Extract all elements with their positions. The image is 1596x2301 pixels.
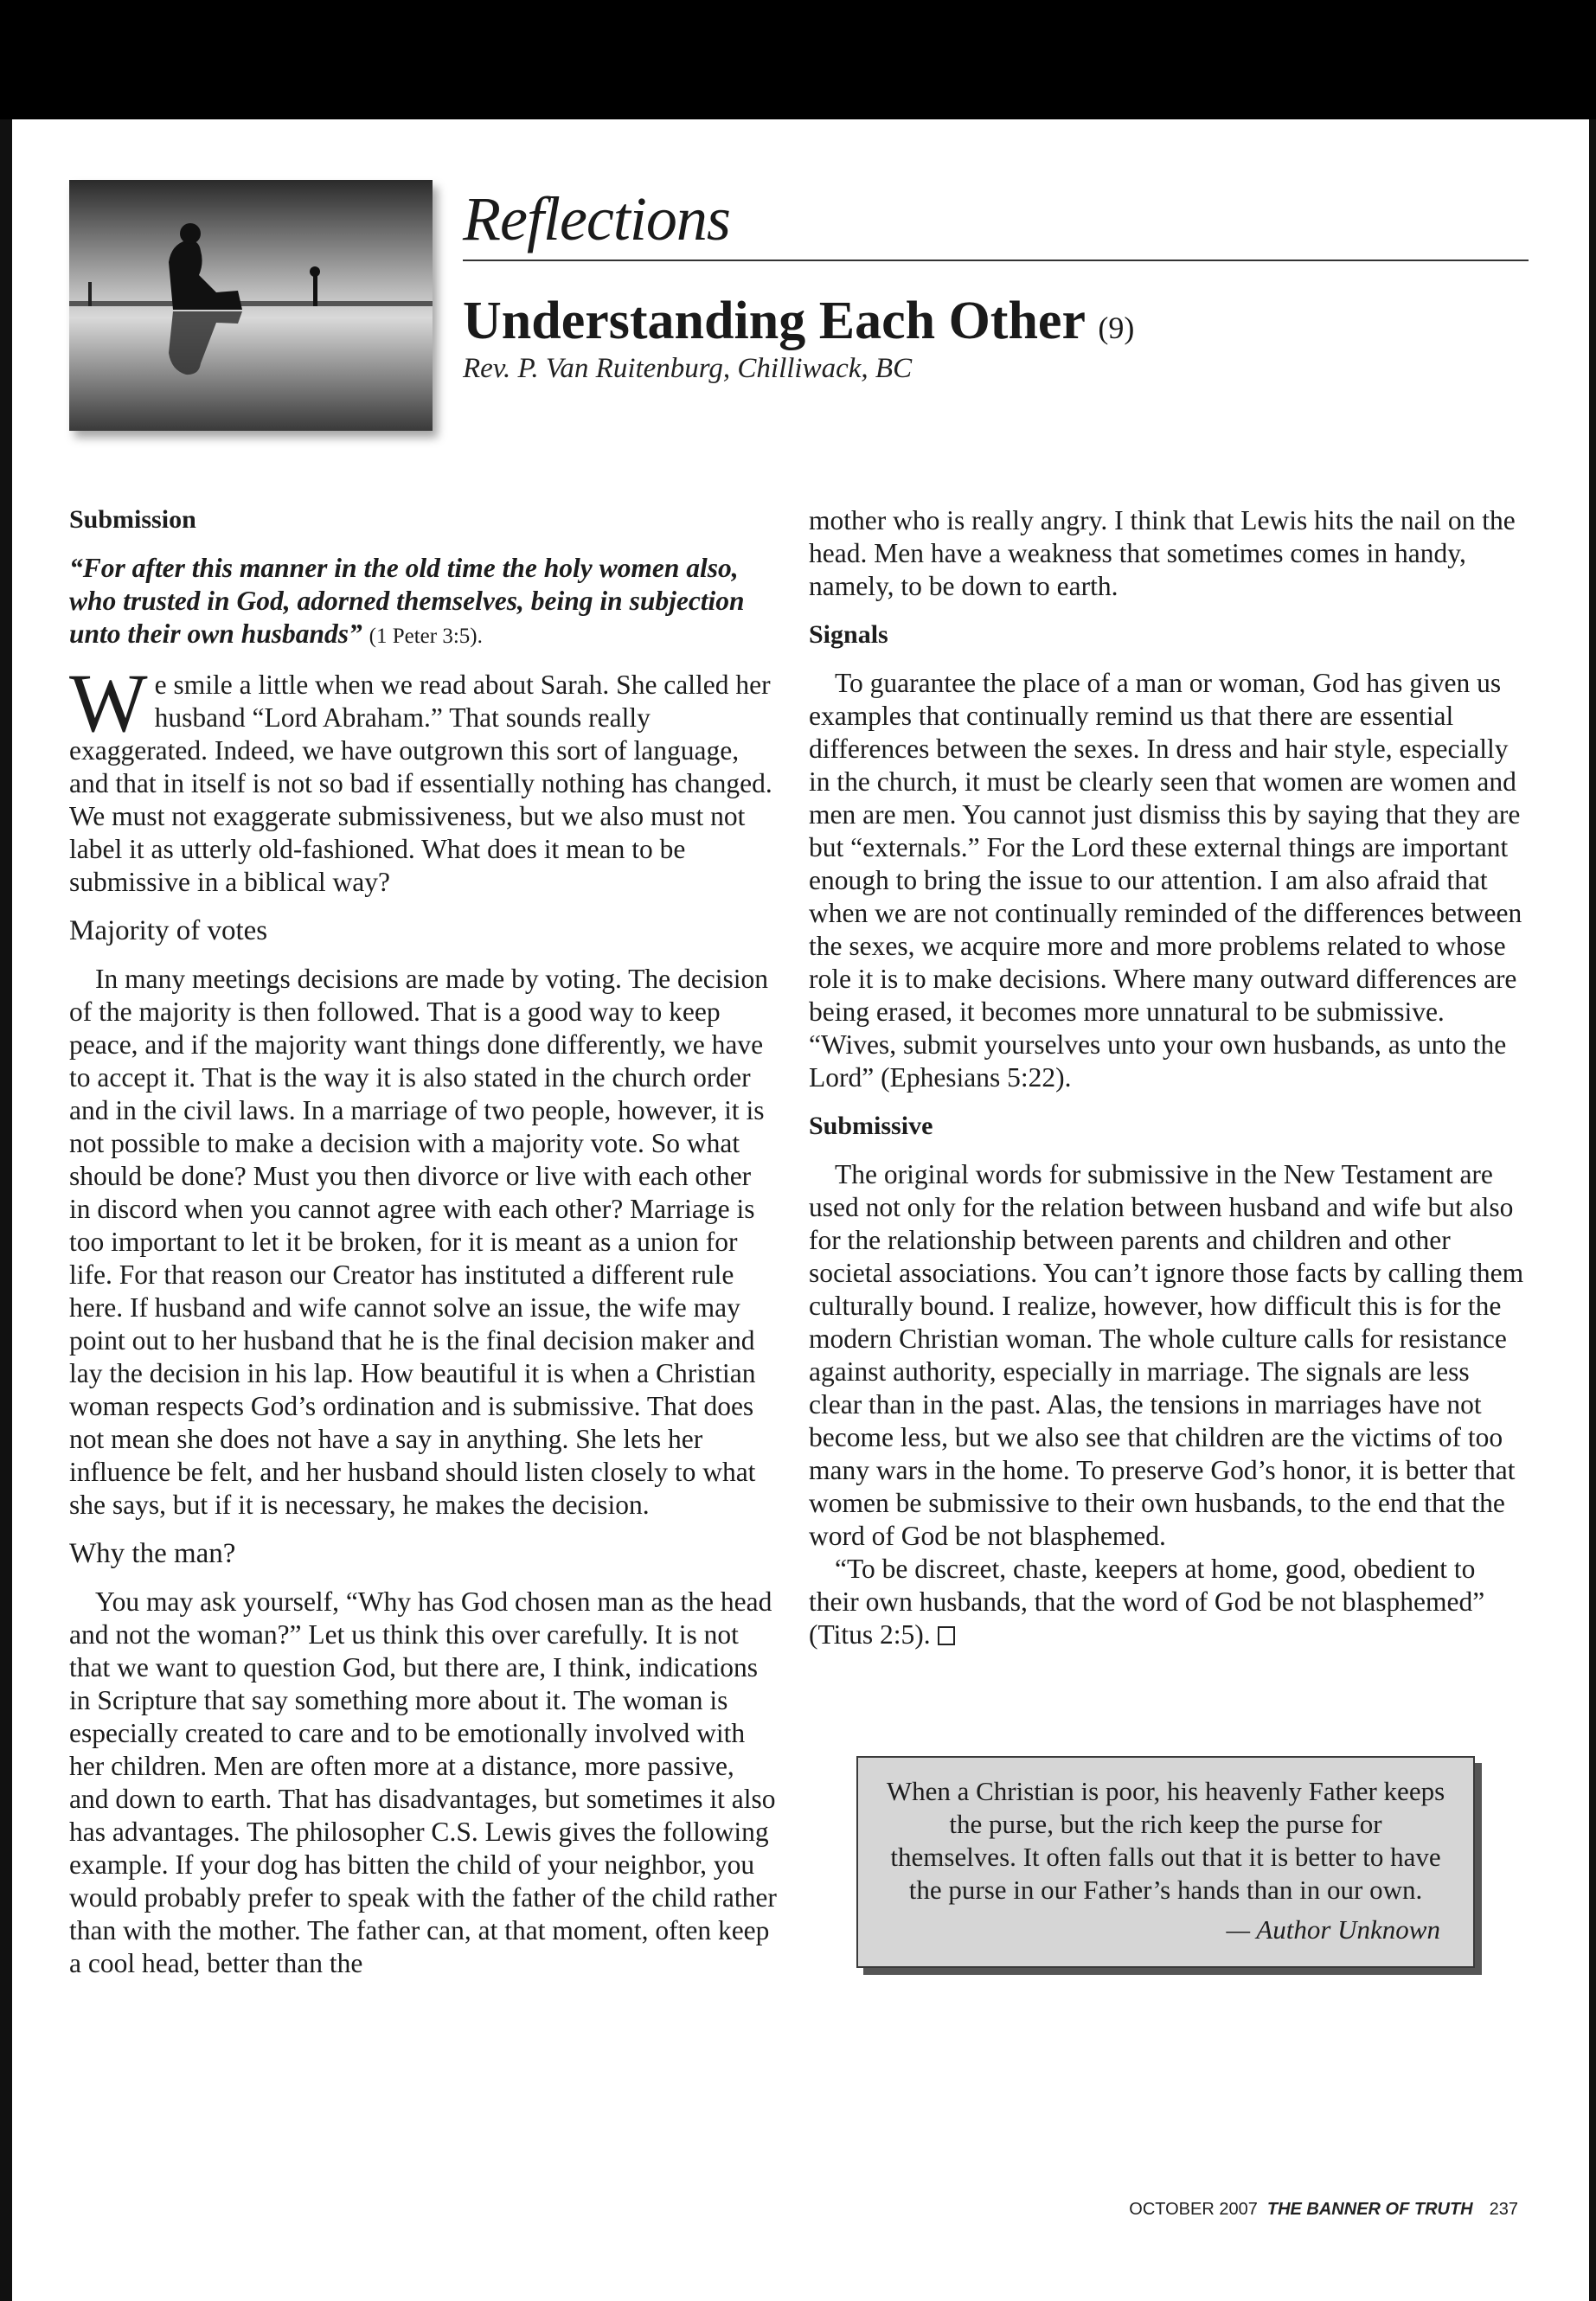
right-column: [809, 504, 1527, 1667]
left-column: [69, 503, 779, 1996]
drop-cap: W: [69, 657, 148, 749]
silhouette-photo-image: [69, 180, 433, 431]
heading-signals: Signals: [809, 620, 888, 649]
byline: Rev. P. Van Ruitenburg, Chilliwack, BC: [463, 353, 913, 384]
scripture-quote: [69, 552, 779, 653]
scan-top-border: [0, 0, 1596, 119]
pull-quote-box: [856, 1756, 1475, 1968]
pull-quote-text: When a Christian is poor, his heavenly Father keeps the purse, but the rich keep the purse for themselves. It often falls out that it is better to have the purse in our Father’s hands than in our own.: [886, 1776, 1445, 1905]
heading-submissive: Submissive: [809, 1112, 933, 1140]
heading-submission: Submission: [69, 505, 196, 534]
footer-month: OCTOBER 2007: [1129, 2200, 1258, 2219]
end-mark-icon: [938, 1626, 955, 1645]
pull-quote-attribution: — Author Unknown: [1226, 1914, 1440, 1945]
header-photo: [69, 180, 433, 431]
closing-paragraph: [809, 1553, 1527, 1651]
section-title: Reflections: [463, 184, 730, 253]
scan-left-edge: [0, 119, 12, 2301]
why-paragraph: You may ask yourself, “Why has God chosen man as the head and not the woman?” Let us think this over carefully. It is not that we want to question God, but there are, I think, indications in Scripture that say something more about it. The woman is especially created to care and to be emotionally involved with her children. Men are often more at a distance, more passive, and down to earth. That has disadvantages, but sometimes it also has advantages. The philosopher C.S. Lewis gives the following example. If your dog has bitten the child of your neighbor, you would probably prefer to speak with the father of the child rather than with the mother. The father can, at that moment, often keep a cool head, better than the: [69, 1586, 777, 1978]
signals-paragraph: To guarantee the place of a man or woman, God has given us examples that continually remind us that there are essential differences between the sexes. In dress and hair style, especially in the church, it must be clearly seen that women are women and men are men. You cannot just dismiss this by saying that they are but “externals.” For the Lord these external things are important enough to bring the issue to our attention. I am also afraid that when we are not continually reminded of the differences between the sexes, we acquire more and more problems related to whose role it is to make decisions. Where many outward differences are being erased, it becomes more unnatural to be submissive. “Wives, submit yourselves unto your own husbands, as unto the Lord” (Ephesians 5:22).: [809, 668, 1522, 1093]
article-title-text: Understanding Each Other: [463, 292, 1085, 350]
page-footer: [1129, 2200, 1518, 2220]
intro-paragraph: [69, 657, 779, 899]
intro-text: e smile a little when we read about Sarah. She called her husband “Lord Abraham.” That sounds really exaggerated. Indeed, we have outgrown this sort of language, and that in itself is not so bad if essentially nothing has changed. We must not exaggerate submissiveness, but we also must not label it as utterly old-fashioned. What does it mean to be submissive in a biblical way?: [69, 670, 772, 897]
heading-why-the-man: Why the man?: [69, 1538, 236, 1569]
article-number: (9): [1098, 311, 1135, 345]
scripture-quote-ref: (1 Peter 3:5).: [369, 625, 483, 648]
footer-magazine: THE BANNER OF TRUTH: [1266, 2200, 1473, 2219]
heading-majority: Majority of votes: [69, 915, 268, 946]
scripture-quote-text: “For after this manner in the old time the holy women also, who trusted in God, adorned themselves, being in subjection unto their own husbands”: [69, 553, 745, 649]
scan-right-edge: [1589, 119, 1596, 2301]
footer-page-number: 237: [1489, 2200, 1518, 2219]
article-title: [463, 291, 1134, 352]
continuation-paragraph: mother who is really angry. I think that Lewis hits the nail on the head. Men have a weakness that sometimes comes in handy, namely, to be down to earth.: [809, 505, 1516, 601]
title-divider: [463, 260, 1529, 261]
submissive-paragraph: The original words for submissive in the New Testament are used not only for the relation between husband and wife but also for the relationship between parents and children and other societal associations. You can’t ignore those facts by calling them culturally bound. I realize, however, how difficult this is for the modern Christian woman. The whole culture calls for resistance against authority, especially in marriage. The signals are less clear than in the past. Alas, the tensions in marriages have not become less, but we also see that children are the victims of too many wars in the home. To preserve God’s honor, it is better that women be submissive to their own husbands, to the end that the word of God be not blasphemed.: [809, 1159, 1524, 1551]
closing-text: “To be discreet, chaste, keepers at home, good, obedient to their own husbands, that the word of God be not blasphemed” (Titus 2:5).: [809, 1554, 1485, 1650]
majority-paragraph: In many meetings decisions are made by voting. The decision of the majority is then followed. That is a good way to keep peace, and if the majority want things done differently, we have to accept it. That is the way it is also stated in the church order and in the civil laws. In a marriage of two people, however, it is not possible to make a decision with a majority vote. So what should be done? Must you then divorce or live with each other in discord when you cannot agree with each other? Marriage is too important to let it be broken, for it is meant as a union for life. For that reason our Creator has instituted a different rule here. If husband and wife cannot solve an issue, the wife may point out to her husband that he is the final decision maker and lay the decision in his lap. How beautiful it is when a Christian woman respects God’s ordination and is submissive. That does not mean she does not have a say in anything. She lets her influence be felt, and her husband should listen closely to what she says, but if it is necessary, he makes the decision.: [69, 964, 768, 1520]
